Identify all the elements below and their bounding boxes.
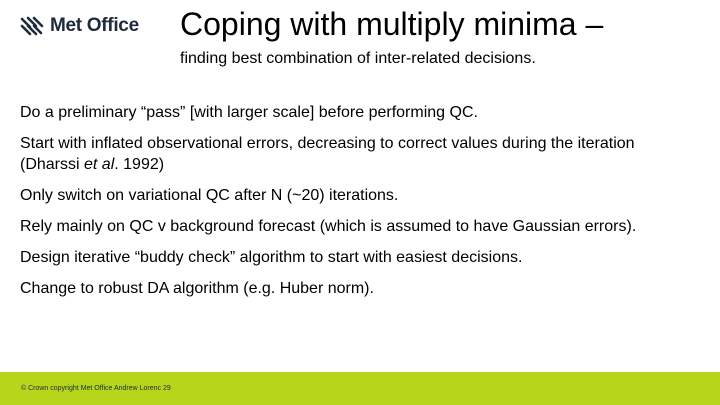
bullet-item: Design iterative “buddy check” algorithm to start with easiest decisions.	[20, 249, 523, 266]
bullet-text-before: Start with inflated observational errors, decreasing to correct values during the iteration (Dharssi	[20, 135, 635, 173]
met-office-logo-text: Met Office	[50, 15, 139, 36]
slide-subtitle: finding best combination of inter-related decisions.	[180, 50, 536, 67]
footer-bar	[0, 372, 720, 405]
bullet-text-italic: et al	[84, 156, 115, 173]
bullet-list	[20, 102, 680, 309]
met-office-logo-icon	[20, 15, 44, 37]
bullet-item: Rely mainly on QC v background forecast (which is assumed to have Gaussian errors).	[20, 218, 637, 235]
bullet-item	[20, 133, 680, 175]
bullet-item: Do a preliminary “pass” [with larger scale] before performing QC.	[20, 104, 478, 121]
met-office-logo	[20, 14, 139, 38]
bullet-text-after: . 1992)	[114, 156, 165, 173]
bullet-item: Only switch on variational QC after N (~20) iterations.	[20, 187, 399, 204]
slide-title: Coping with multiply minima –	[180, 6, 604, 42]
footer-text: © Crown copyright Met Office Andrew Lorenc 29	[21, 385, 171, 392]
bullet-item: Change to robust DA algorithm (e.g. Huber norm).	[20, 280, 374, 297]
